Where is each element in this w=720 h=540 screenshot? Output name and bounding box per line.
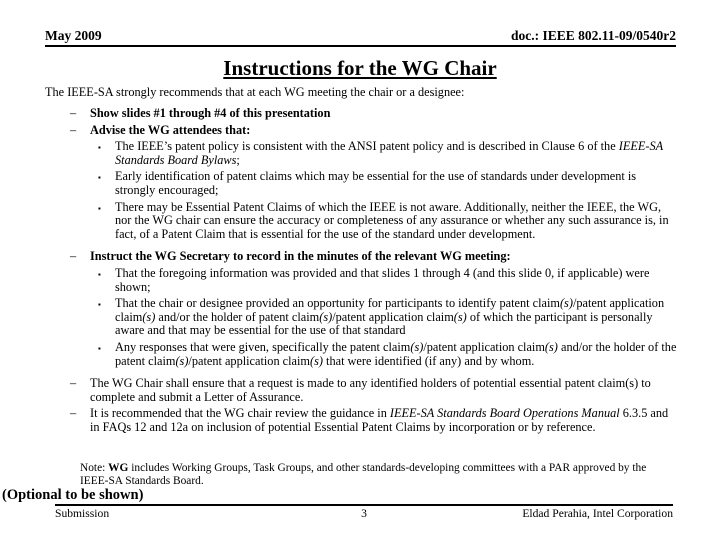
text-segment: That the foregoing information was provided and that slides 1 through 4 (and this slide 0, if applicable) were shown; bbox=[115, 265, 650, 294]
text-segment: WG bbox=[108, 462, 129, 474]
bullet-item bbox=[45, 140, 677, 167]
bullet-text bbox=[115, 140, 677, 167]
square-bullet-icon: ▪ bbox=[98, 203, 101, 213]
bullet-item bbox=[45, 124, 677, 138]
bullet-item bbox=[45, 170, 677, 197]
bullet-text bbox=[115, 267, 677, 294]
dash-bullet-icon: – bbox=[70, 376, 77, 391]
bullet-text bbox=[115, 341, 677, 368]
bullet-text bbox=[90, 377, 677, 404]
text-segment: The WG Chair shall ensure that a request is made to any identified holders of potential essential patent claim(s) to complete and submit a Letter of Assurance. bbox=[90, 376, 651, 404]
text-segment: Show slides #1 through #4 of this presentation bbox=[90, 106, 331, 120]
text-segment: (s) bbox=[453, 309, 467, 324]
bullet-item bbox=[45, 267, 677, 294]
slide-footer bbox=[55, 507, 673, 520]
square-bullet-icon: ▪ bbox=[98, 173, 101, 183]
bullet-text bbox=[115, 170, 677, 197]
bullet-text bbox=[115, 201, 677, 242]
text-segment: Early identification of patent claims which may be essential for the use of standards under development is strongly encouraged; bbox=[115, 169, 637, 197]
bullet-text bbox=[90, 407, 677, 434]
text-segment: There may be Essential Patent Claims of which the IEEE is not aware. Additionally, neither the IEEE, the WG, nor the WG chair can ensure the accuracy or completeness of any assurance or whether any such assurance is, in fact, of a Patent Claim that is essential for the use of the standard under development. bbox=[115, 199, 669, 241]
text-segment: It is recommended that the WG chair review the guidance in bbox=[90, 406, 390, 421]
bullet-item bbox=[45, 407, 677, 434]
bullet-item bbox=[45, 201, 677, 242]
header-rule bbox=[45, 45, 676, 47]
bullet-text bbox=[90, 107, 677, 121]
text-segment: (s) bbox=[544, 339, 558, 354]
dash-bullet-icon: – bbox=[70, 122, 77, 137]
dash-bullet-icon: – bbox=[70, 106, 77, 120]
bullet-text bbox=[90, 250, 677, 264]
text-segment: Any responses that were given, specifically the patent claim bbox=[115, 339, 411, 354]
bullet-text bbox=[90, 124, 677, 138]
text-segment: /patent application claim bbox=[332, 309, 454, 324]
footer-rule bbox=[55, 504, 673, 506]
text-segment: Note: bbox=[80, 462, 109, 474]
text-segment: and/or the holder of patent claim bbox=[155, 309, 320, 324]
header-date: May 2009 bbox=[45, 28, 102, 43]
footer-author: Eldad Perahia, Intel Corporation bbox=[522, 507, 673, 520]
dash-bullet-icon: – bbox=[70, 406, 77, 421]
text-segment: of which the participant is personally aware and that may be essential for the use of that standard bbox=[115, 309, 653, 338]
text-segment: (s) bbox=[319, 309, 333, 324]
text-segment: /patent application claim bbox=[115, 296, 665, 324]
dash-bullet-icon: – bbox=[70, 249, 77, 264]
text-segment: Instruct the WG Secretary to record in the minutes of the relevant WG meeting: bbox=[90, 249, 511, 264]
text-segment: (s) bbox=[309, 353, 323, 368]
bullet-item bbox=[45, 107, 677, 121]
bullet-item bbox=[45, 297, 677, 338]
bullet-item bbox=[45, 341, 677, 368]
text-segment: ; bbox=[236, 152, 240, 167]
text-segment: Advise the WG attendees that: bbox=[90, 122, 251, 137]
text-segment: IEEE-SA Standards Board Operations Manual bbox=[389, 406, 620, 421]
slide-body bbox=[45, 104, 677, 434]
slide-header bbox=[45, 28, 676, 44]
square-bullet-icon: ▪ bbox=[98, 269, 101, 279]
square-bullet-icon: ▪ bbox=[98, 300, 101, 310]
text-segment: (s) bbox=[559, 296, 573, 311]
bullet-item bbox=[45, 250, 677, 264]
text-segment: /patent application claim bbox=[423, 339, 545, 354]
intro-text: The IEEE-SA strongly recommends that at each WG meeting the chair or a designee: bbox=[45, 85, 465, 99]
slide-title: Instructions for the WG Chair bbox=[223, 56, 497, 80]
bullet-text bbox=[115, 297, 677, 338]
bullet-item bbox=[45, 377, 677, 404]
text-segment: (s) bbox=[410, 339, 424, 354]
text-segment: 6.3.5 and in FAQs 12 and 12a on inclusion of potential Essential Patent Claims by incorporation or by reference. bbox=[90, 406, 669, 434]
text-segment: includes Working Groups, Task Groups, and other standards-developing committees with a PAR approved by the IEEE-SA Standards Board. bbox=[80, 462, 647, 488]
square-bullet-icon: ▪ bbox=[98, 343, 101, 353]
text-segment: IEEE-SA Standards Board Bylaws bbox=[115, 139, 663, 167]
footer-submission: Submission bbox=[55, 507, 110, 520]
square-bullet-icon: ▪ bbox=[98, 143, 101, 153]
text-segment: That the chair or designee provided an opportunity for participants to identify patent claim bbox=[115, 296, 560, 311]
header-doc-number: doc.: IEEE 802.11-09/0540r2 bbox=[510, 28, 676, 43]
text-segment: that were identified (if any) and by whom. bbox=[322, 353, 535, 368]
text-segment: (s) bbox=[175, 353, 189, 368]
optional-label: (Optional to be shown) bbox=[2, 487, 144, 503]
footer-page-number: 3 bbox=[361, 507, 367, 520]
note-text bbox=[80, 462, 676, 488]
text-segment: and/or the holder of the patent claim bbox=[115, 339, 677, 368]
text-segment: /patent application claim bbox=[188, 353, 310, 368]
text-segment: (s) bbox=[142, 309, 156, 324]
text-segment: The IEEE’s patent policy is consistent with the ANSI patent policy and is described in Clause 6 of the bbox=[115, 139, 619, 154]
